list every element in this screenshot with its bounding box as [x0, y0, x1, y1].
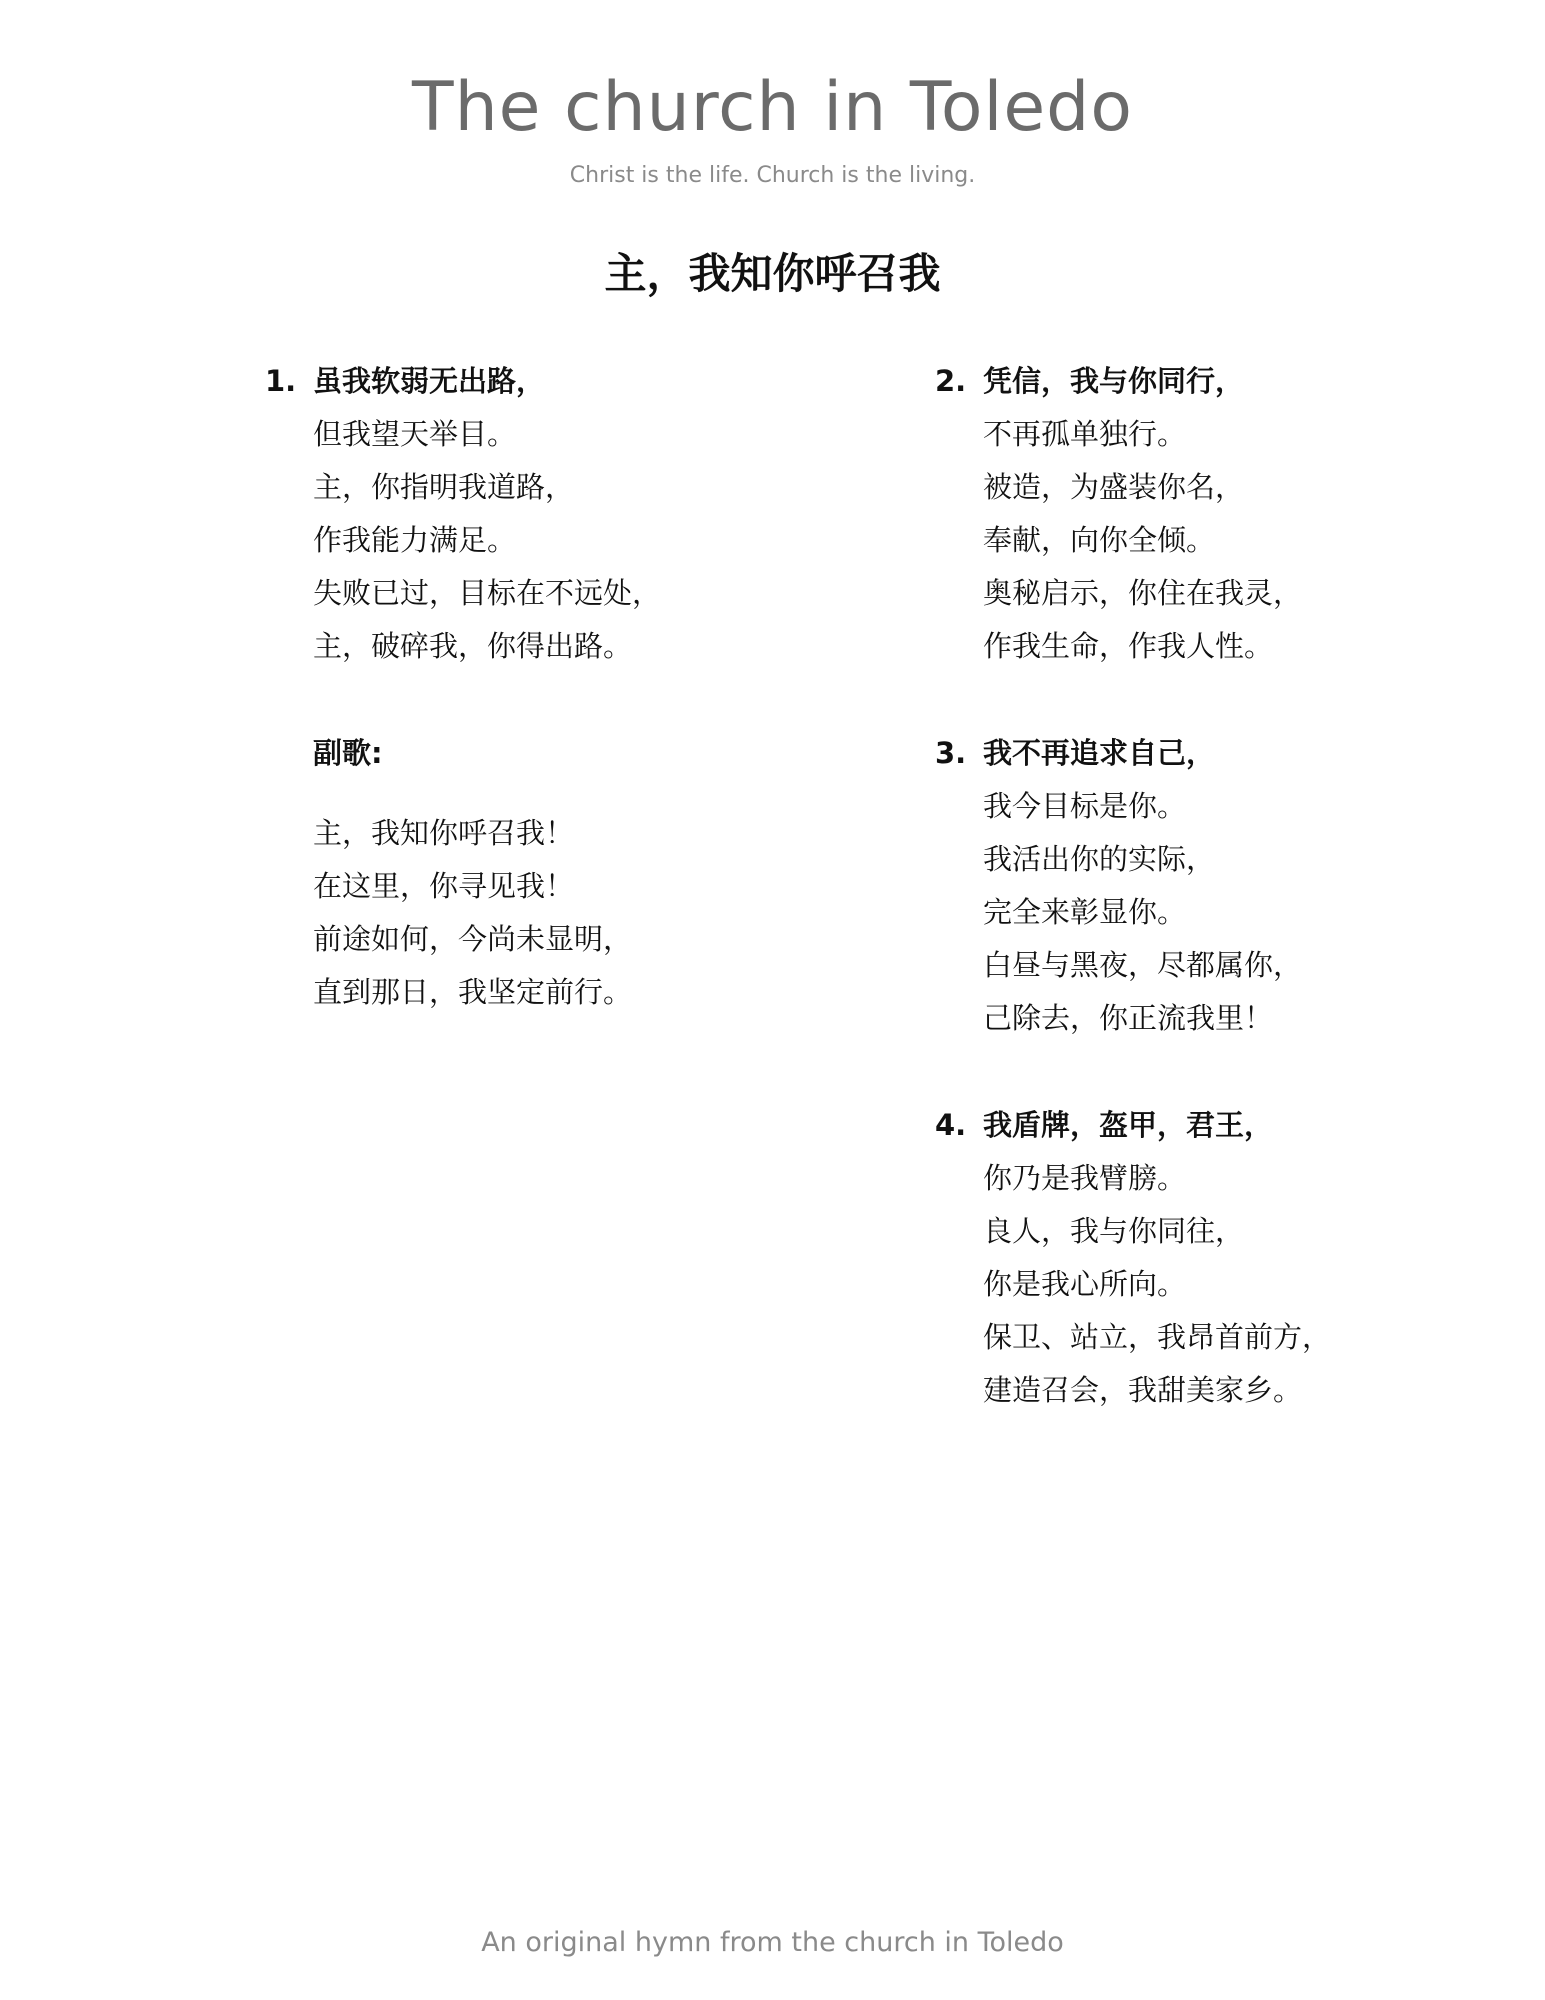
left-column [265, 355, 825, 1019]
church-name-heading: The church in Toledo [412, 68, 1133, 147]
stanza-line: 白昼与黑夜，尽都属你， [983, 948, 1303, 982]
stanza-line: 建造召会，我甜美家乡。 [983, 1373, 1303, 1407]
stanza-line: 被造，为盛装你名， [983, 470, 1245, 504]
chorus-line: 前途如何，今尚未显明， [313, 922, 633, 956]
stanza-line: 主，你指明我道路， [313, 470, 575, 504]
stanza-line: 作我生命，作我人性。 [983, 629, 1274, 663]
church-tagline: Christ is the life. Church is the living. [569, 163, 976, 188]
stanza-gap [935, 673, 1495, 727]
stanza-line: 我今目标是你。 [983, 789, 1187, 823]
stanza-number: 1. [265, 364, 297, 398]
stanza-line: 你是我心所向。 [983, 1267, 1187, 1301]
chorus [265, 807, 825, 1019]
stanza-line: 作我能力满足。 [313, 523, 517, 557]
stanza-line: 但我望天举目。 [313, 417, 517, 451]
stanza-number: 3. [935, 736, 967, 770]
stanza-line: 我不再追求自己， [983, 736, 1216, 770]
stanza-1 [265, 355, 825, 673]
stanza-number: 4. [935, 1108, 967, 1142]
stanza-line: 我活出你的实际， [983, 842, 1216, 876]
stanza-line: 奉献，向你全倾。 [983, 523, 1216, 557]
right-column [935, 355, 1495, 1417]
stanza-number: 2. [935, 364, 967, 398]
stanza-gap [935, 1045, 1495, 1099]
stanza-line: 完全来彰显你。 [983, 895, 1187, 929]
chorus-line: 主，我知你呼召我！ [313, 816, 575, 850]
stanza-line: 凭信，我与你同行， [983, 364, 1245, 398]
stanza-line: 己除去，你正流我里！ [983, 1001, 1274, 1035]
stanza-3 [935, 727, 1495, 1045]
stanza-line: 主，破碎我，你得出路。 [313, 629, 633, 663]
stanza-line: 保卫、站立，我昂首前方， [983, 1320, 1332, 1354]
chorus-line: 直到那日，我坚定前行。 [313, 975, 633, 1009]
hymn-title: 主，我知你呼召我 [604, 249, 941, 298]
stanza-line: 不再孤单独行。 [983, 417, 1187, 451]
stanza-line: 失败已过，目标在不远处， [313, 576, 662, 610]
chorus-line: 在这里，你寻见我！ [313, 869, 575, 903]
stanza-line: 良人，我与你同往， [983, 1214, 1245, 1248]
chorus-label: 副歌: [313, 736, 383, 770]
stanza-line: 虽我软弱无出路， [313, 364, 546, 398]
stanza-line: 我盾牌，盔甲，君王， [983, 1108, 1274, 1142]
stanza-line: 奥秘启示，你住在我灵， [983, 576, 1303, 610]
footer-credit: An original hymn from the church in Toledo [481, 1927, 1064, 1958]
stanza-2 [935, 355, 1495, 673]
stanza-line: 你乃是我臂膀。 [983, 1161, 1187, 1195]
stanza-4 [935, 1099, 1495, 1417]
